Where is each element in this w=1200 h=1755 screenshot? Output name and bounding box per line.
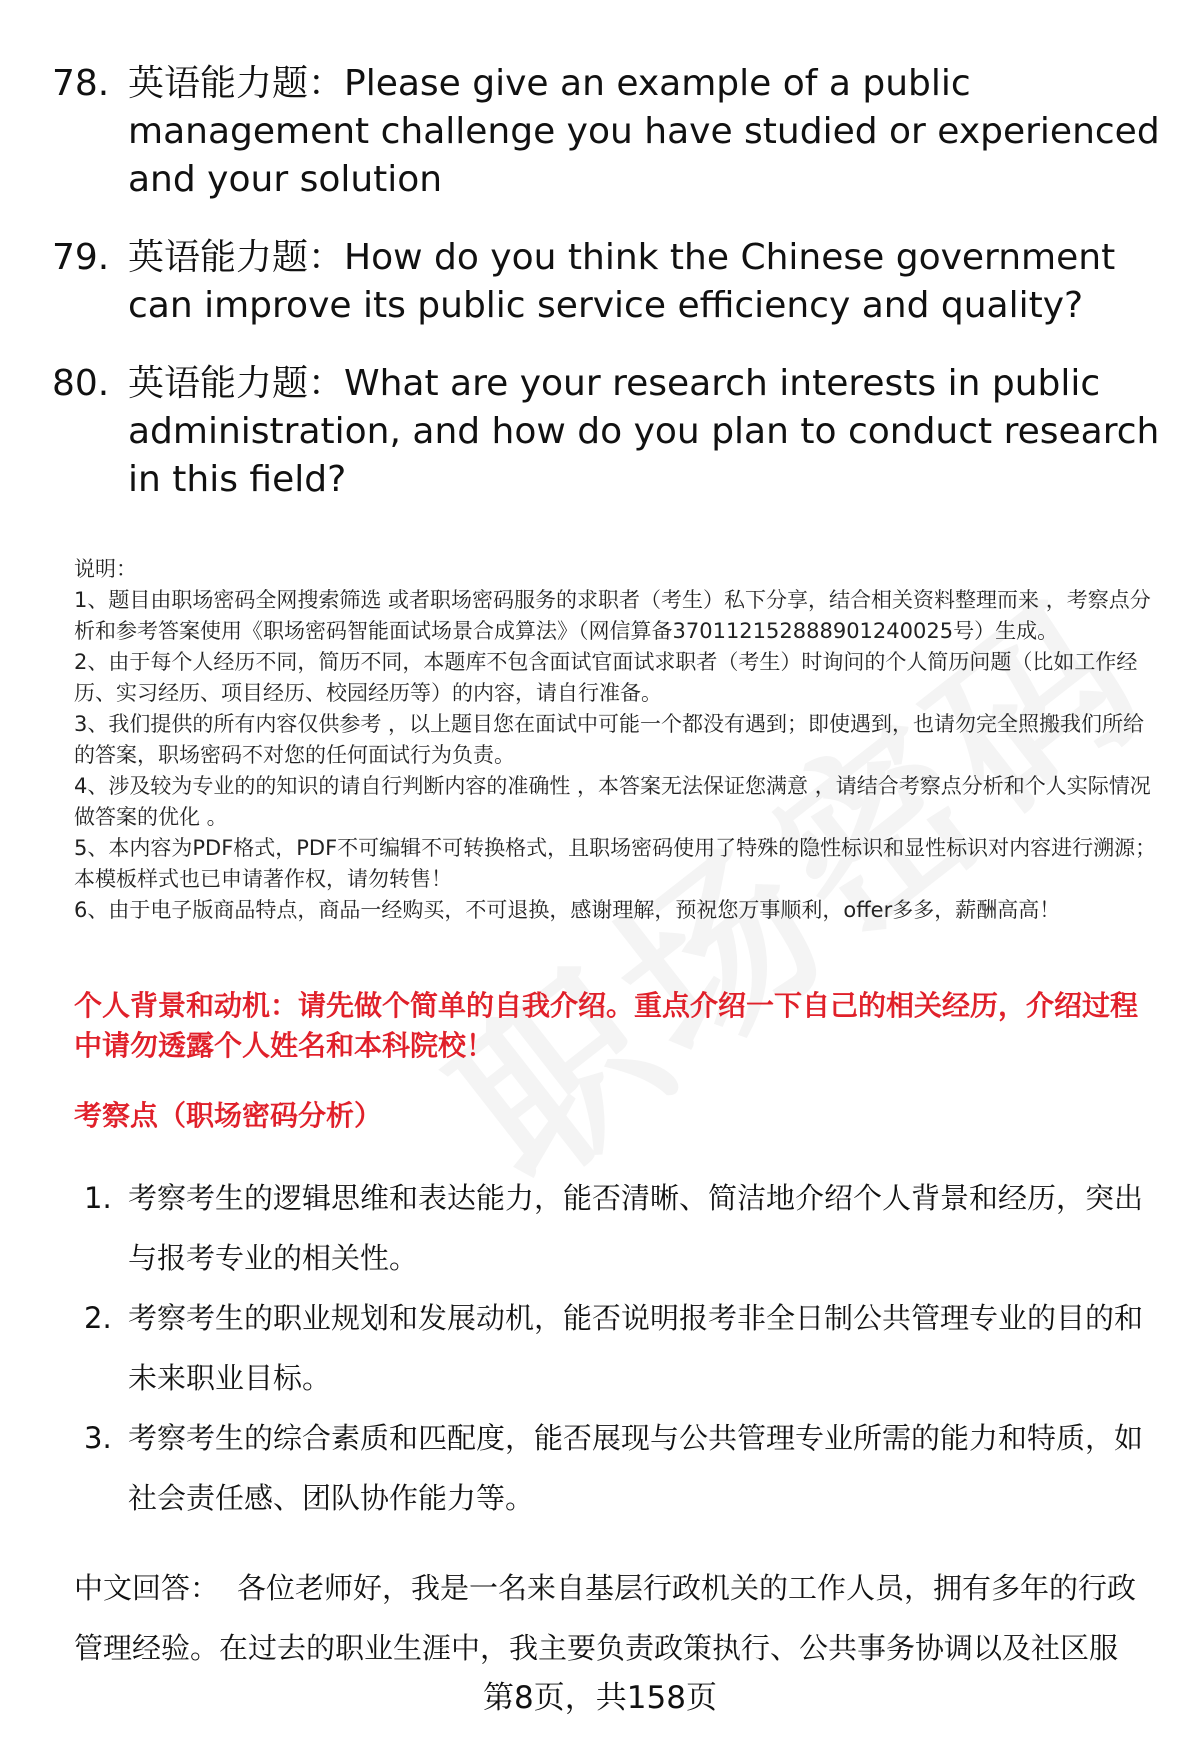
note-item: 5、本内容为PDF格式，PDF不可编辑不可转换格式，且职场密码使用了特殊的隐性标识和显性标识对内容进行溯源；本模板样式也已申请著作权，请勿转售！: [74, 836, 1157, 891]
section-subtitle: 考察点（职场密码分析）: [74, 1099, 383, 1132]
answer-label: 中文回答：: [74, 1571, 220, 1605]
question-list: [52, 60, 1162, 534]
note-item: 4、涉及较为专业的的知识的请自行判断内容的准确性 ，本答案无法保证您满意 ，请结合考察点分析和个人实际情况做答案的优化 。: [74, 774, 1151, 829]
page-footer: 第8页，共158页: [483, 1680, 717, 1716]
question-number: 78.: [52, 63, 110, 104]
point-number: 3.: [84, 1421, 112, 1455]
analysis-point: [84, 1168, 1164, 1288]
analysis-points: [84, 1168, 1164, 1528]
analysis-point: [84, 1408, 1164, 1528]
question-number: 79.: [52, 237, 110, 278]
answer-block: [74, 1558, 1164, 1678]
point-number: 1.: [84, 1181, 112, 1215]
question-item: [52, 234, 1162, 330]
point-text: 考察考生的逻辑思维和表达能力，能否清晰、简洁地介绍个人背景和经历，突出与报考专业的相关性。: [128, 1181, 1144, 1275]
point-text: 考察考生的职业规划和发展动机，能否说明报考非全日制公共管理专业的目的和未来职业目标。: [128, 1301, 1144, 1395]
notes-title: 说明：: [74, 557, 137, 581]
point-text: 考察考生的综合素质和匹配度，能否展现与公共管理专业所需的能力和特质，如社会责任感、团队协作能力等。: [128, 1421, 1144, 1515]
question-item: [52, 60, 1162, 204]
question-text: 英语能力题：How do you think the Chinese government can improve its public service efficiency and quality?: [128, 237, 1116, 326]
note-item: 3、我们提供的所有内容仅供参考 ，以上题目您在面试中可能一个都没有遇到；即使遇到，也请勿完全照搬我们所给的答案，职场密码不对您的任何面试行为负责。: [74, 712, 1145, 767]
analysis-point: [84, 1288, 1164, 1408]
notes-block: [74, 554, 1164, 926]
note-item: 1、题目由职场密码全网搜索筛选 或者职场密码服务的求职者（考生）私下分享，结合相关资料整理而来 ，考察点分析和参考答案使用《职场密码智能面试场景合成算法》（网信算备370112152888901240025号）生成。: [74, 588, 1151, 643]
note-item: 2、由于每个人经历不同，简历不同，本题库不包含面试官面试求职者（考生）时询问的个人简历问题（比如工作经历、实习经历、项目经历、校园经历等）的内容，请自行准备。: [74, 650, 1138, 705]
question-number: 80.: [52, 363, 110, 404]
point-number: 2.: [84, 1301, 112, 1335]
section-title: 个人背景和动机：请先做个简单的自我介绍。重点介绍一下自己的相关经历，介绍过程中请勿透露个人姓名和本科院校！: [74, 989, 1139, 1062]
question-text: 英语能力题：What are your research interests in public administration, and how do you plan to conduct research in this field?: [128, 363, 1160, 500]
note-item: 6、由于电子版商品特点，商品一经购买，不可退换，感谢理解，预祝您万事顺利，offer多多，薪酬高高！: [74, 898, 1061, 922]
question-item: [52, 360, 1162, 504]
answer-text: 各位老师好，我是一名来自基层行政机关的工作人员，拥有多年的行政管理经验。在过去的职业生涯中，我主要负责政策执行、公共事务协调以及社区服: [74, 1571, 1137, 1665]
question-text: 英语能力题：Please give an example of a public management challenge you have studied or experienced and your solution: [128, 63, 1160, 200]
